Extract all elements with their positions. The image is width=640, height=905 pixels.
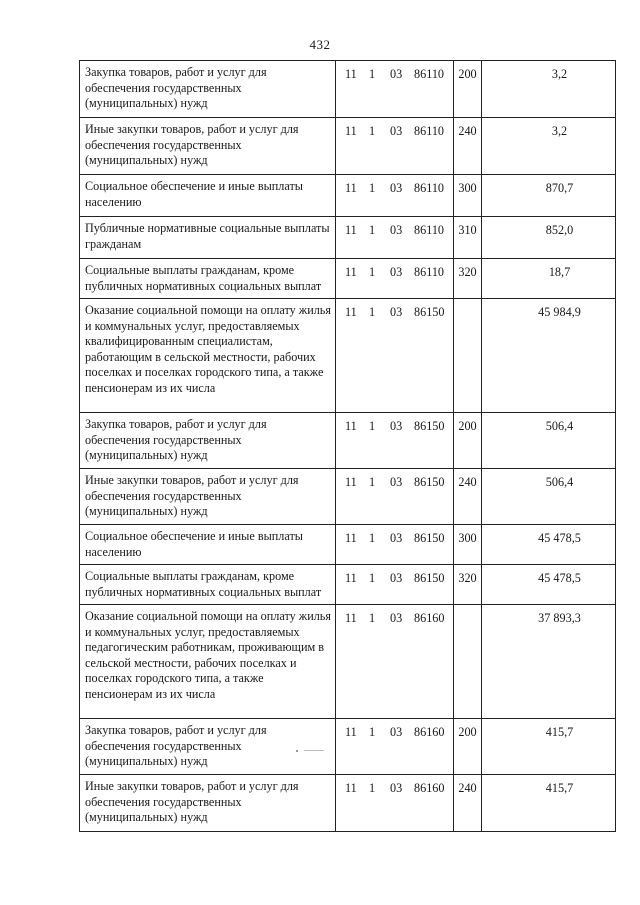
- section-code: 11: [345, 531, 357, 545]
- group-code: 03: [390, 475, 403, 489]
- row-name: Иные закупки товаров, работ и услуг для обеспечения государственных (муниципальных) нужд: [80, 469, 336, 525]
- article-code: 86110: [414, 67, 445, 81]
- expense-type-code: 200: [454, 61, 482, 118]
- subsection-code: 1: [369, 181, 376, 195]
- group-code: 03: [390, 571, 403, 585]
- group-code: 03: [390, 223, 403, 237]
- table-row: [80, 175, 616, 217]
- expense-type-code: [454, 605, 482, 719]
- group-code: 03: [390, 265, 403, 279]
- article-code: 86150: [414, 305, 445, 319]
- table-row: [80, 605, 616, 719]
- row-codes: [336, 217, 454, 259]
- section-code: 11: [345, 475, 357, 489]
- expense-type-code: 240: [454, 118, 482, 175]
- row-name: Иные закупки товаров, работ и услуг для обеспечения государственных (муниципальных) нужд: [80, 775, 336, 832]
- subsection-code: 1: [369, 124, 376, 138]
- table-row: [80, 719, 616, 775]
- section-code: 11: [345, 223, 357, 237]
- amount: 852,0: [482, 217, 616, 259]
- article-code: 86150: [414, 531, 445, 545]
- amount: 870,7: [482, 175, 616, 217]
- row-codes: [336, 299, 454, 413]
- scan-speck: [296, 750, 298, 752]
- row-name: Социальные выплаты гражданам, кроме публичных нормативных социальных выплат: [80, 259, 336, 299]
- row-codes: [336, 175, 454, 217]
- expense-type-code: 300: [454, 525, 482, 565]
- expense-type-code: 320: [454, 259, 482, 299]
- row-name: Социальное обеспечение и иные выплаты населению: [80, 175, 336, 217]
- subsection-code: 1: [369, 531, 376, 545]
- article-code: 86150: [414, 419, 445, 433]
- expense-type-code: 240: [454, 775, 482, 832]
- group-code: 03: [390, 725, 403, 739]
- row-codes: [336, 413, 454, 469]
- table-row: [80, 525, 616, 565]
- amount: 45 984,9: [482, 299, 616, 413]
- row-name: Закупка товаров, работ и услуг для обеспечения государственных (муниципальных) нужд: [80, 719, 336, 775]
- expense-type-code: 300: [454, 175, 482, 217]
- scan-line: [304, 750, 324, 751]
- table-row: [80, 118, 616, 175]
- article-code: 86110: [414, 265, 445, 279]
- table-row: [80, 61, 616, 118]
- section-code: 11: [345, 265, 357, 279]
- article-code: 86160: [414, 781, 445, 795]
- table-row: [80, 413, 616, 469]
- article-code: 86110: [414, 124, 445, 138]
- group-code: 03: [390, 611, 403, 625]
- row-name: Оказание социальной помощи на оплату жилья и коммунальных услуг, предоставляемых педагогическим работникам, проживающим в сельской местности, рабочих поселках и поселках городского типа, а также пенсионерам из их числа: [80, 605, 336, 719]
- subsection-code: 1: [369, 725, 376, 739]
- article-code: 86160: [414, 725, 445, 739]
- subsection-code: 1: [369, 611, 376, 625]
- table-row: [80, 565, 616, 605]
- row-codes: [336, 118, 454, 175]
- section-code: 11: [345, 611, 357, 625]
- row-codes: [336, 605, 454, 719]
- section-code: 11: [345, 181, 357, 195]
- expense-type-code: 200: [454, 413, 482, 469]
- expense-type-code: 320: [454, 565, 482, 605]
- section-code: 11: [345, 725, 357, 739]
- row-name: Оказание социальной помощи на оплату жилья и коммунальных услуг, предоставляемых квалифицированным специалистам, работающим в сельской местности, рабочих поселках и поселках городского типа, а также пенсионерам из их числа: [80, 299, 336, 413]
- amount: 506,4: [482, 469, 616, 525]
- section-code: 11: [345, 305, 357, 319]
- budget-table: [79, 60, 616, 832]
- subsection-code: 1: [369, 67, 376, 81]
- amount: 45 478,5: [482, 565, 616, 605]
- subsection-code: 1: [369, 265, 376, 279]
- subsection-code: 1: [369, 419, 376, 433]
- expense-type-code: 240: [454, 469, 482, 525]
- subsection-code: 1: [369, 571, 376, 585]
- amount: 37 893,3: [482, 605, 616, 719]
- section-code: 11: [345, 571, 357, 585]
- amount: 18,7: [482, 259, 616, 299]
- group-code: 03: [390, 419, 403, 433]
- group-code: 03: [390, 305, 403, 319]
- table-row: [80, 217, 616, 259]
- article-code: 86150: [414, 571, 445, 585]
- row-codes: [336, 61, 454, 118]
- table-row: [80, 775, 616, 832]
- section-code: 11: [345, 419, 357, 433]
- amount: 415,7: [482, 719, 616, 775]
- subsection-code: 1: [369, 223, 376, 237]
- page-number: 432: [309, 37, 331, 52]
- group-code: 03: [390, 124, 403, 138]
- table-row: [80, 469, 616, 525]
- row-name: Публичные нормативные социальные выплаты гражданам: [80, 217, 336, 259]
- amount: 506,4: [482, 413, 616, 469]
- expense-type-code: 310: [454, 217, 482, 259]
- row-codes: [336, 469, 454, 525]
- row-codes: [336, 565, 454, 605]
- amount: 45 478,5: [482, 525, 616, 565]
- row-codes: [336, 719, 454, 775]
- amount: 3,2: [482, 118, 616, 175]
- group-code: 03: [390, 781, 403, 795]
- row-name: Социальные выплаты гражданам, кроме публичных нормативных социальных выплат: [80, 565, 336, 605]
- section-code: 11: [345, 781, 357, 795]
- row-codes: [336, 775, 454, 832]
- row-name: Социальное обеспечение и иные выплаты населению: [80, 525, 336, 565]
- table-row: [80, 259, 616, 299]
- expense-type-code: 200: [454, 719, 482, 775]
- table-row: [80, 299, 616, 413]
- row-name: Закупка товаров, работ и услуг для обеспечения государственных (муниципальных) нужд: [80, 413, 336, 469]
- row-codes: [336, 525, 454, 565]
- section-code: 11: [345, 67, 357, 81]
- budget-table-body: [80, 61, 616, 832]
- section-code: 11: [345, 124, 357, 138]
- row-name: Иные закупки товаров, работ и услуг для обеспечения государственных (муниципальных) нужд: [80, 118, 336, 175]
- row-codes: [336, 259, 454, 299]
- row-name: Закупка товаров, работ и услуг для обеспечения государственных (муниципальных) нужд: [80, 61, 336, 118]
- subsection-code: 1: [369, 305, 376, 319]
- expense-type-code: [454, 299, 482, 413]
- subsection-code: 1: [369, 781, 376, 795]
- amount: 415,7: [482, 775, 616, 832]
- article-code: 86150: [414, 475, 445, 489]
- group-code: 03: [390, 181, 403, 195]
- group-code: 03: [390, 531, 403, 545]
- article-code: 86110: [414, 181, 445, 195]
- amount: 3,2: [482, 61, 616, 118]
- group-code: 03: [390, 67, 403, 81]
- article-code: 86160: [414, 611, 445, 625]
- article-code: 86110: [414, 223, 445, 237]
- subsection-code: 1: [369, 475, 376, 489]
